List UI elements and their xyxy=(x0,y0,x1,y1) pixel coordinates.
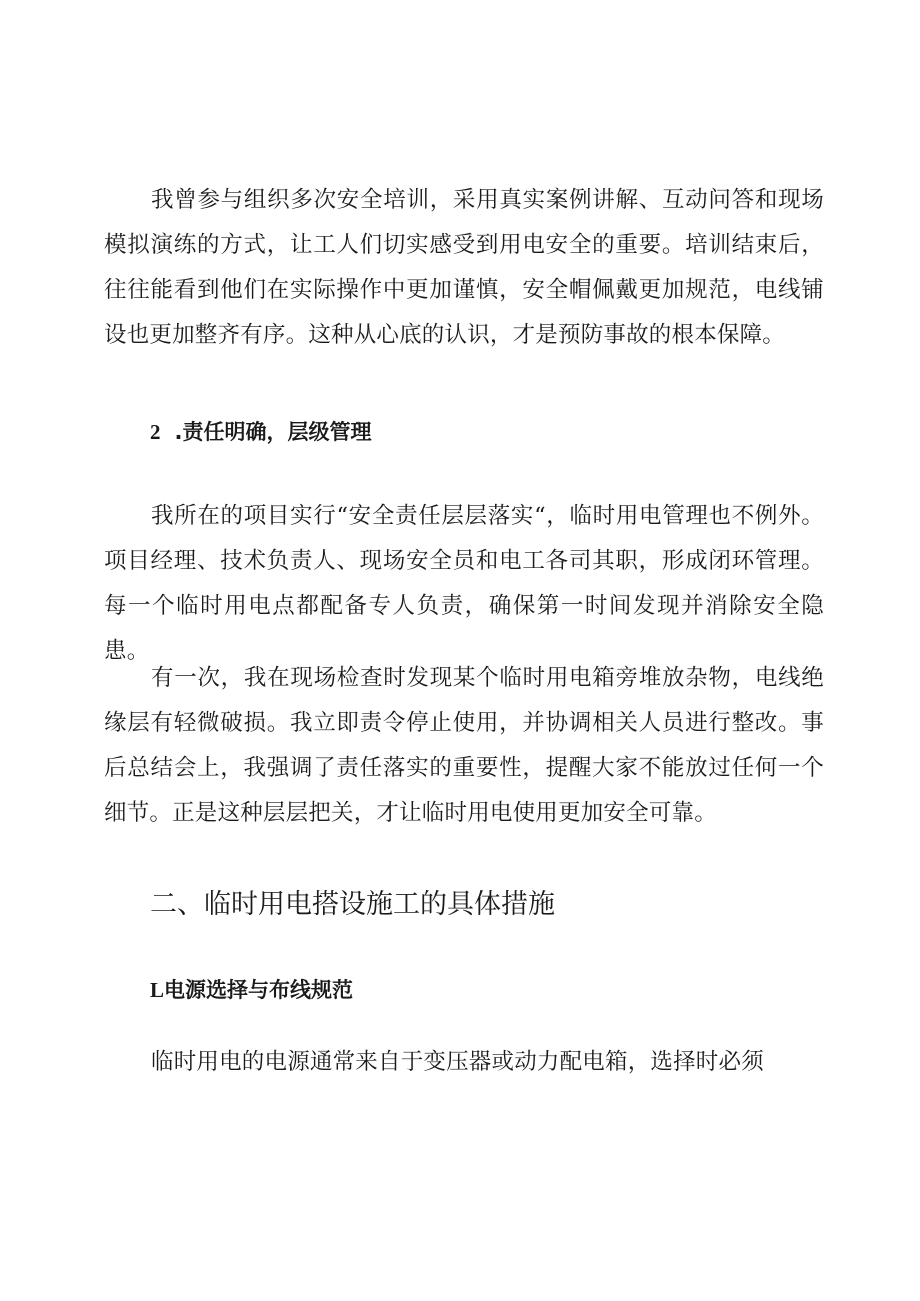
subheading-power-source xyxy=(150,975,353,1005)
paragraph-inspection: 有一次，我在现场检查时发现某个临时用电箱旁堆放杂物，电线绝缘层有轻微破损。我立即责令停止使用，并协调相关人员进行整改。事后总结会上，我强调了责任落实的重要性，提醒大家不能放过任何一个细节。正是这种层层把关，才让临时用电使用更加安全可靠。 xyxy=(104,665,824,826)
subheading-responsibility xyxy=(150,417,371,447)
section-heading: 二、临时用电搭设施工的具体措施 xyxy=(150,889,555,920)
paragraph-training: 我曾参与组织多次安全培训，采用真实案例讲解、互动问答和现场模拟演练的方式，让工人们切实感受到用电安全的重要。培训结束后，往往能看到他们在实际操作中更加谨慎，安全帽佩戴更加规范，电线铺设也更加整齐有序。这种从心底的认识，才是预防事故的根本保障。 xyxy=(104,187,824,348)
subheading-text: 电源选择与布线规范 xyxy=(164,978,354,1002)
subheading-number: 2 xyxy=(150,420,161,444)
subheading-text: .责任明确，层级管理 xyxy=(174,420,372,444)
paragraph-power-source: 临时用电的电源通常来自于变压器或动力配电箱，选择时必须 xyxy=(151,1049,764,1075)
paragraph-responsibility: 我所在的项目实行“安全责任层层落实“，临时用电管理也不例外。项目经理、技术负责人、现场安全员和电工各司其职，形成闭环管理。每一个临时用电点都配备专人负责，确保第一时间发现并消除安全隐患。 xyxy=(104,503,824,664)
subheading-number: L xyxy=(150,978,165,1002)
